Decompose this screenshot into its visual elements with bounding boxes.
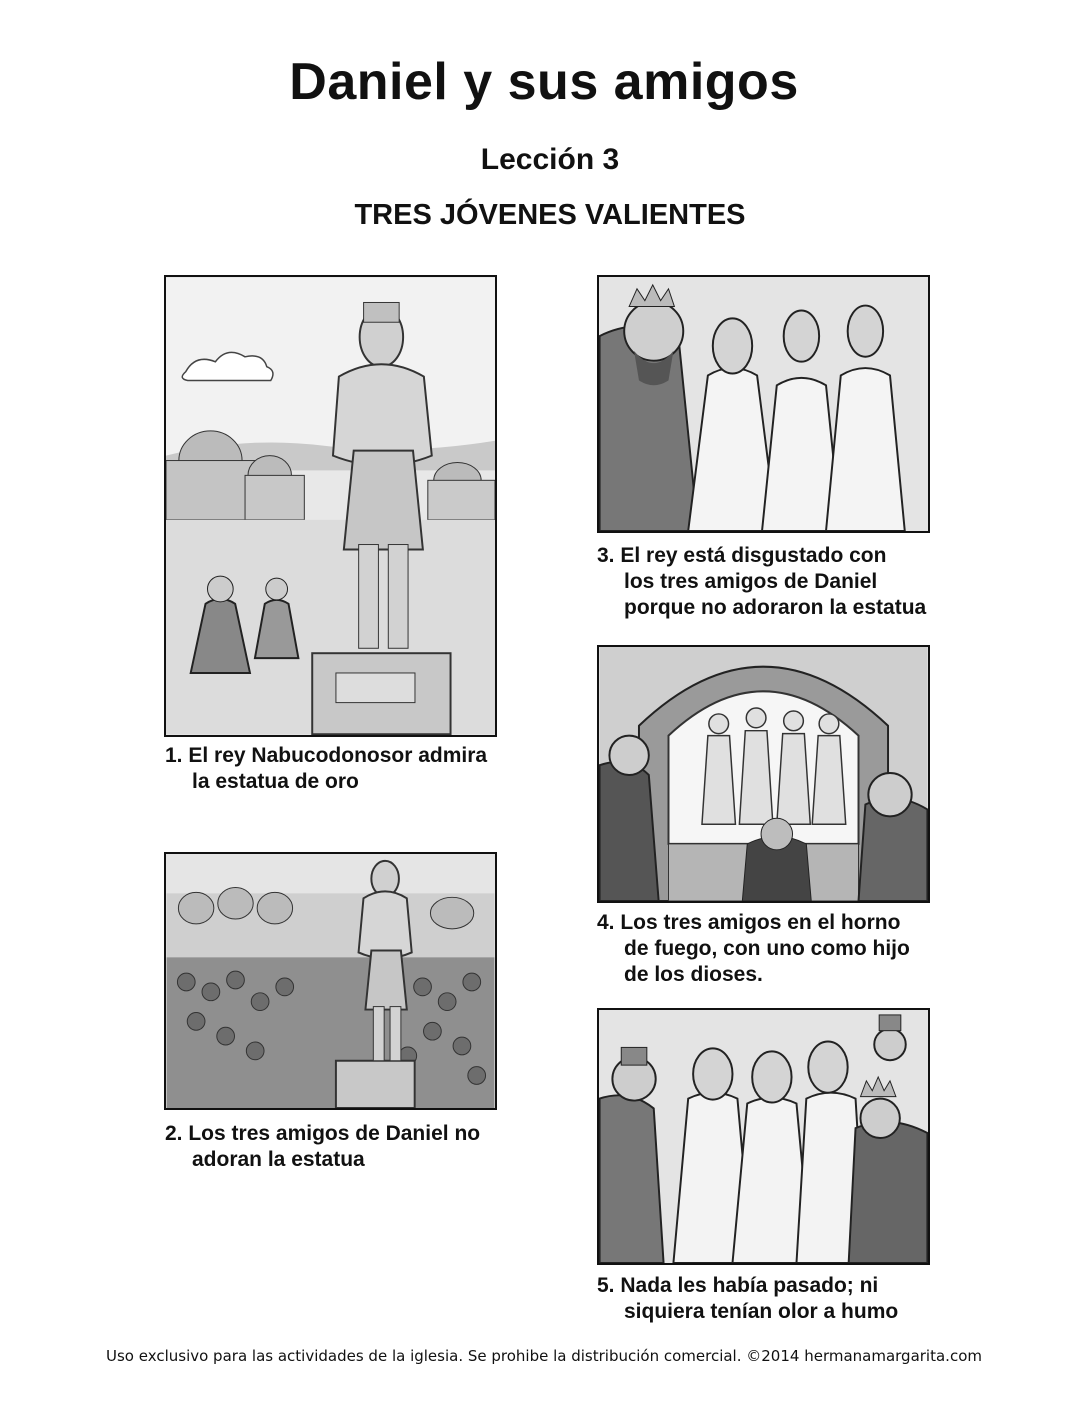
statue-admired-illustration bbox=[166, 277, 495, 735]
caption-line: adoran la estatua bbox=[192, 1148, 365, 1171]
caption-panel-5 bbox=[597, 1273, 898, 1325]
caption-line: Los tres amigos en el horno bbox=[620, 911, 901, 934]
page-title: Daniel y sus amigos bbox=[289, 53, 799, 111]
caption-line: Nada les había pasado; ni bbox=[620, 1274, 879, 1297]
caption-panel-2 bbox=[165, 1121, 480, 1173]
caption-line: El rey está disgustado con bbox=[620, 544, 887, 567]
caption-line: de los dioses. bbox=[624, 963, 763, 986]
illustration-panel-4 bbox=[597, 645, 930, 903]
illustration-panel-2 bbox=[164, 852, 497, 1110]
caption-line: la estatua de oro bbox=[192, 770, 359, 793]
caption-number: 4. bbox=[597, 911, 615, 934]
caption-line: siquiera tenían olor a humo bbox=[624, 1300, 899, 1323]
caption-line: Los tres amigos de Daniel no bbox=[188, 1122, 481, 1145]
caption-panel-4 bbox=[597, 910, 910, 988]
caption-number: 1. bbox=[165, 744, 183, 767]
caption-line: porque no adoraron la estatua bbox=[624, 596, 927, 619]
illustration-panel-1 bbox=[164, 275, 497, 737]
crowd-bowing-illustration bbox=[166, 854, 495, 1108]
friends-unharmed-illustration bbox=[599, 1010, 928, 1263]
caption-number: 5. bbox=[597, 1274, 615, 1297]
illustration-panel-3 bbox=[597, 275, 930, 533]
king-displeased-illustration bbox=[599, 277, 928, 531]
caption-line: los tres amigos de Daniel bbox=[624, 570, 878, 593]
caption-number: 3. bbox=[597, 544, 615, 567]
caption-number: 2. bbox=[165, 1122, 183, 1145]
caption-line: de fuego, con uno como hijo bbox=[624, 937, 910, 960]
caption-panel-3 bbox=[597, 543, 926, 621]
caption-panel-1 bbox=[165, 743, 487, 795]
fiery-furnace-illustration bbox=[599, 647, 928, 901]
copyright-footer: Uso exclusivo para las actividades de la iglesia. Se prohibe la distribución comercial. ©2014 hermanamargarita.com bbox=[106, 1347, 982, 1365]
caption-line: El rey Nabucodonosor admira bbox=[188, 744, 488, 767]
illustration-panel-5 bbox=[597, 1008, 930, 1265]
lesson-heading: TRES JÓVENES VALIENTES bbox=[354, 199, 746, 231]
lesson-number: Lección 3 bbox=[480, 143, 620, 176]
